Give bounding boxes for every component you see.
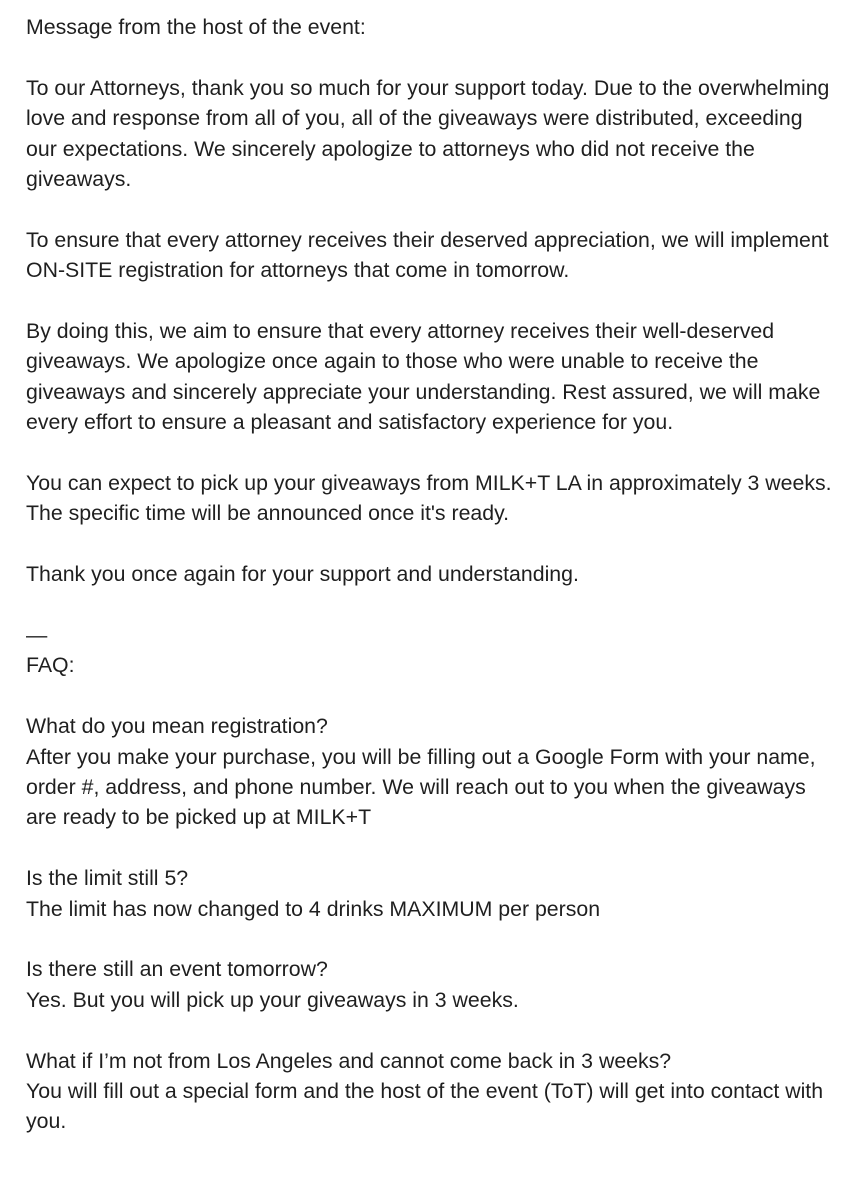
message-paragraph-3: By doing this, we aim to ensure that every attorney receives their well-deserved giveaways. We apologize once again to those who were unable to receive the giveaways and sincerely appreciate your understanding. Rest assured, we will make every effort to ensure a pleasant and satisfactory experience for you.: [26, 319, 821, 435]
faq-question: What do you mean registration?: [26, 714, 328, 739]
message-intro: Message from the host of the event:: [26, 15, 366, 39]
faq-answer: Yes. But you will pick up your giveaways in 3 weeks.: [26, 987, 519, 1012]
faq-answer: You will fill out a special form and the host of the event (ToT) will get into contact with you.: [26, 1079, 824, 1134]
faq-item-registration: [26, 711, 836, 833]
faq-item-event-tomorrow: [26, 954, 836, 1015]
message-paragraph-5: Thank you once again for your support and understanding.: [26, 562, 579, 587]
message-paragraph-4: You can expect to pick up your giveaways from MILK+T LA in approximately 3 weeks. The specific time will be announced once it's ready.: [26, 471, 832, 526]
message-paragraph-1: To our Attorneys, thank you so much for your support today. Due to the overwhelming love and response from all of you, all of the giveaways were distributed, exceeding our expectations. We sincerely apologize to attorneys who did not receive the giveaways.: [26, 75, 830, 192]
message-paragraph-2: To ensure that every attorney receives their deserved appreciation, we will implement ON-SITE registration for attorneys that come in tomorrow.: [26, 227, 829, 283]
section-divider: —: [26, 623, 48, 648]
faq-question: What if I’m not from Los Angeles and cannot come back in 3 weeks?: [26, 1048, 672, 1073]
faq-item-limit: [26, 863, 836, 924]
faq-heading: FAQ:: [26, 653, 75, 678]
faq-item-not-from-la: [26, 1046, 836, 1137]
faq-question: Is the limit still 5?: [26, 866, 189, 891]
faq-question: Is there still an event tomorrow?: [26, 957, 328, 982]
faq-answer: After you make your purchase, you will be filling out a Google Form with your name, order #, address, and phone number. We will reach out to you when the giveaways are ready to be picked up at MILK+T: [26, 744, 816, 830]
faq-answer: The limit has now changed to 4 drinks MAXIMUM per person: [26, 896, 601, 921]
